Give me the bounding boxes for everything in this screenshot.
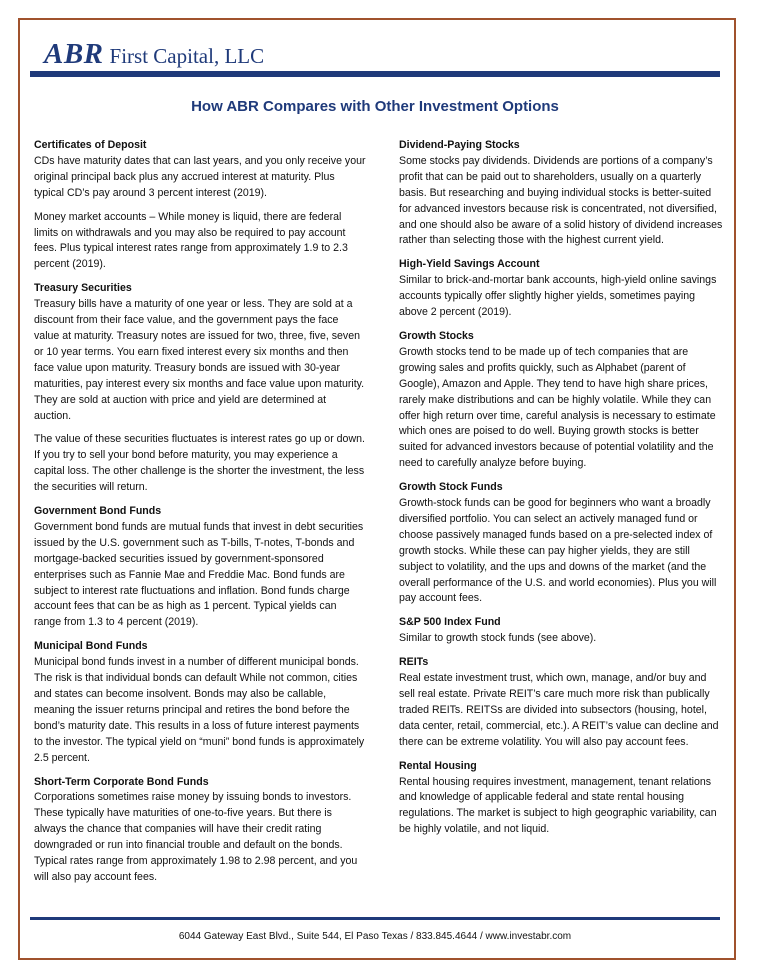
section-heading: Rental Housing (399, 759, 477, 772)
section-text: Money market accounts – While money is liquid, there are federal limits on withdrawals and you may also be required to pay account fees. Plus typical interest rates range from approximately 1.9 to 2.3 percent (2019). (34, 210, 348, 271)
left-column (34, 138, 366, 894)
section-heading: High-Yield Savings Account (399, 258, 540, 271)
document-section (34, 504, 366, 631)
right-column (399, 138, 725, 846)
document-title: How ABR Compares with Other Investment Options (191, 98, 559, 115)
section-text: CDs have maturity dates that can last years, and you only receive your original principal back plus any accrued interest at maturity. Plus typical CD’s pay around 3 percent interest (2019). (34, 154, 366, 199)
document-section (399, 257, 725, 321)
company-header (44, 38, 724, 74)
document-section (34, 138, 366, 202)
section-text: Real estate investment trust, which own, manage, and/or buy and sell real estate. Private REIT’s care much more risk than publically traded REITs. REITSs are divided into subsectors (housing, hotel, data center, retail, commercial, etc.). A REIT’s value can decline and there can be extreme volatility. You will also pay account fees. (399, 672, 719, 748)
section-text: Growth-stock funds can be good for beginners who want a broadly diversified portfolio. You can select an actively managed fund or choose passively managed funds based on a pre-selected index of growth stocks. While these can pay higher yields, they are still subject to volatility, and the ups and downs of the market (and the overall performance of the U.S. and world economies). Plus you will pay account fees. (399, 497, 717, 605)
section-heading: Government Bond Funds (34, 505, 162, 518)
section-heading: S&P 500 Index Fund (399, 616, 501, 629)
footer-contact: 6044 Gateway East Blvd., Suite 544, El Paso Texas / 833.845.4644 / www.investabr.com (178, 931, 572, 942)
footer-divider (30, 917, 720, 920)
brand-abr: ABR (44, 38, 104, 70)
section-heading: Growth Stock Funds (399, 481, 503, 494)
section-text: Some stocks pay dividends. Dividends are portions of a company’s profit that can be paid out to shareholders, usually on a quarterly basis. But researching and buying individual stocks is better-suited for advanced investors because risk is concentrated, not diversified, and one should also be aware of a solid history of dividend increases rather than selecting those with the highest current yield. (399, 154, 723, 247)
section-text: Government bond funds are mutual funds that invest in debt securities issued by the U.S. government such as T-bills, T-notes, T-bonds and mortgage-backed securities issued by government-sponsored enterprises such as Fannie Mae and Freddie Mac. Bond funds are subject to interest rate fluctuations and inflation. Bond funds charge account fees that can be as high as 1 percent. Typical yields can range from 1.3 to 4 percent (2019). (34, 520, 364, 629)
section-text: Growth stocks tend to be made up of tech companies that are growing sales and profits quickly, such as Alphabet (parent of Google), Amazon and Apple. They tend to have high share prices, rarely make distributions and can be highly volatile. While they can offer high return over time, careful analysis is necessary to estimate which ones are poised to do well. Buying growth stocks is better suited for advanced investors because of potential volatility and the need to carefully analyze before buying. (399, 345, 716, 470)
brand-name: First Capital, LLC (109, 44, 265, 68)
section-text: Rental housing requires investment, management, tenant relations and knowledge of applicable federal and state rental housing regulations. The market is subject to high geographic variability, can be highly volatile, and not liquid. (399, 775, 717, 836)
section-text: Municipal bond funds invest in a number of different municipal bonds. The risk is that individual bonds can default While not common, cities and states can become insolvent. Bonds may also be callable, meaning the issuer returns principal and retires the bond before the bond’s maturity date. This results in a loss of future interest payments to the investor. The typical yield on “muni” bond funds is approximately 2.5 percent. (34, 656, 365, 764)
section-heading: REITs (399, 656, 429, 669)
document-section (34, 281, 366, 424)
document-section (34, 432, 366, 496)
section-text: Treasury bills have a maturity of one year or less. They are sold at a discount from their face value, and the government pays the face value at maturity. Treasury notes are issued for two, three, five, seven or 10 year terms. You earn fixed interest every six months and then face value upon maturity. Treasury bonds are issued with 30-year maturities, pay interest every six months and face value upon maturity. They are sold at auction with price and yield are determined at auction. (34, 298, 365, 422)
document-section (399, 138, 725, 249)
section-heading: Municipal Bond Funds (34, 640, 148, 653)
document-section (34, 639, 366, 766)
document-section (34, 775, 366, 886)
section-heading: Certificates of Deposit (34, 139, 147, 151)
section-text: Similar to brick-and-mortar bank accounts, high-yield online savings accounts typically offer slightly higher yields, sometimes paying above 2 percent (2019). (399, 274, 717, 319)
section-heading: Growth Stocks (399, 329, 474, 342)
header-divider (30, 71, 720, 77)
section-text: The value of these securities fluctuates is interest rates go up or down. If you try to sell your bond before maturity, you may experience a capital loss. The other challenge is the shorter the investment, the less the securities will return. (34, 433, 365, 494)
document-section (399, 759, 725, 839)
document-section (399, 615, 725, 647)
section-heading: Dividend-Paying Stocks (399, 139, 520, 151)
document-section (399, 329, 725, 472)
section-heading: Short-Term Corporate Bond Funds (34, 775, 209, 788)
document-section (34, 210, 366, 274)
document-section (399, 480, 725, 607)
section-heading: Treasury Securities (34, 282, 132, 295)
section-text: Corporations sometimes raise money by issuing bonds to investors. These typically have maturities of one-to-five years. But there is always the chance that companies will have their credit rating downgraded or run into financial trouble and default on the bonds. Typical rates range from approximately 1.98 to 2.98 percent, and you will also pay account fees. (34, 791, 358, 883)
section-text: Similar to growth stock funds (see above). (399, 632, 597, 645)
document-section (399, 655, 725, 750)
